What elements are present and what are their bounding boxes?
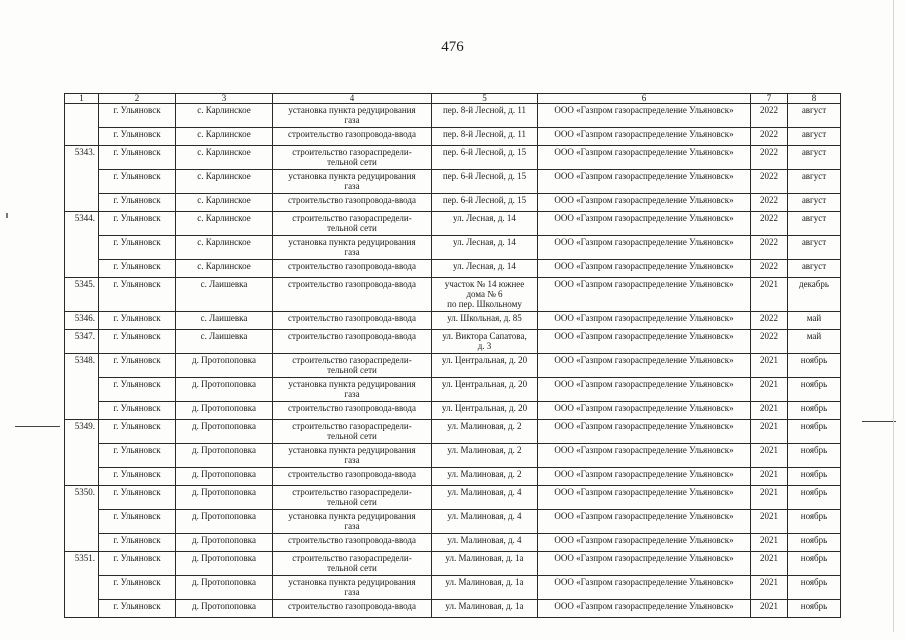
cell-work-type: установка пункта редуцирования газа: [273, 576, 432, 600]
cell-work-type: установка пункта редуцирования газа: [273, 510, 432, 534]
cell-month: август: [788, 194, 841, 212]
cell-city: г. Ульяновск: [99, 236, 176, 260]
cell-address: ул. Лесная, д. 14: [432, 212, 538, 236]
cell-month: ноябрь: [788, 600, 841, 618]
cell-operator: ООО «Газпром газораспределение Ульяновск»: [538, 236, 751, 260]
table-row: [65, 444, 841, 468]
cell-locality: д. Протопоповка: [176, 534, 273, 552]
cell-item-number: 5347.: [65, 330, 99, 354]
cell-city: г. Ульяновск: [99, 468, 176, 486]
cell-locality: д. Протопоповка: [176, 576, 273, 600]
cell-work-type: строительство газораспредели- тельной сети: [273, 420, 432, 444]
table-row: [65, 260, 841, 278]
cell-locality: д. Протопоповка: [176, 486, 273, 510]
cell-operator: ООО «Газпром газораспределение Ульяновск»: [538, 354, 751, 378]
cell-operator: ООО «Газпром газораспределение Ульяновск»: [538, 576, 751, 600]
cell-operator: ООО «Газпром газораспределение Ульяновск»: [538, 104, 751, 128]
cell-month: ноябрь: [788, 444, 841, 468]
cell-locality: д. Протопоповка: [176, 510, 273, 534]
column-header-1: 1: [65, 94, 99, 104]
table-row: [65, 486, 841, 510]
cell-city: г. Ульяновск: [99, 312, 176, 330]
column-header-6: 6: [538, 94, 751, 104]
cell-year: 2021: [751, 402, 788, 420]
cell-year: 2022: [751, 128, 788, 146]
cell-month: август: [788, 260, 841, 278]
cell-address: ул. Малиновая, д. 2: [432, 468, 538, 486]
column-header-4: 4: [273, 94, 432, 104]
cell-month: август: [788, 170, 841, 194]
cell-year: 2022: [751, 170, 788, 194]
cell-month: ноябрь: [788, 378, 841, 402]
cell-year: 2021: [751, 534, 788, 552]
cell-city: г. Ульяновск: [99, 576, 176, 600]
cell-item-number: 5348.: [65, 354, 99, 420]
table-row: [65, 312, 841, 330]
table-row: [65, 278, 841, 312]
cell-year: 2021: [751, 354, 788, 378]
cell-year: 2021: [751, 552, 788, 576]
cell-work-type: строительство газопровода-ввода: [273, 278, 432, 312]
cell-address: пер. 8-й Лесной, д. 11: [432, 128, 538, 146]
cell-operator: ООО «Газпром газораспределение Ульяновск»: [538, 402, 751, 420]
cell-year: 2021: [751, 576, 788, 600]
schedule-table: [64, 93, 841, 618]
column-header-2: 2: [99, 94, 176, 104]
cell-operator: ООО «Газпром газораспределение Ульяновск»: [538, 260, 751, 278]
cell-city: г. Ульяновск: [99, 402, 176, 420]
cell-address: ул. Малиновая, д. 2: [432, 420, 538, 444]
cell-year: 2022: [751, 194, 788, 212]
table-header: [65, 94, 841, 104]
cell-year: 2021: [751, 444, 788, 468]
cell-address: ул. Малиновая, д. 2: [432, 444, 538, 468]
cell-operator: ООО «Газпром газораспределение Ульяновск»: [538, 510, 751, 534]
cell-item-number: 5351.: [65, 552, 99, 618]
cell-operator: ООО «Газпром газораспределение Ульяновск»: [538, 378, 751, 402]
table-row: [65, 420, 841, 444]
cell-month: август: [788, 128, 841, 146]
cell-locality: д. Протопоповка: [176, 468, 273, 486]
cell-work-type: строительство газопровода-ввода: [273, 312, 432, 330]
cell-locality: д. Протопоповка: [176, 552, 273, 576]
table-row: [65, 236, 841, 260]
page-number: 476: [441, 39, 464, 55]
cell-operator: ООО «Газпром газораспределение Ульяновск»: [538, 146, 751, 170]
cell-work-type: строительство газораспредели- тельной сети: [273, 552, 432, 576]
column-header-8: 8: [788, 94, 841, 104]
cell-address: ул. Малиновая, д. 4: [432, 486, 538, 510]
cell-year: 2021: [751, 420, 788, 444]
cell-city: г. Ульяновск: [99, 552, 176, 576]
table-row: [65, 104, 841, 128]
cell-month: май: [788, 312, 841, 330]
scan-edge-line: [893, 0, 894, 632]
cell-locality: с. Лаишевка: [176, 330, 273, 354]
cell-address: пер. 6-й Лесной, д. 15: [432, 146, 538, 170]
cell-address: ул. Центральная, д. 20: [432, 354, 538, 378]
cell-item-number: 5343.: [65, 146, 99, 212]
cell-operator: ООО «Газпром газораспределение Ульяновск»: [538, 194, 751, 212]
cell-item-number: 5344.: [65, 212, 99, 278]
cell-city: г. Ульяновск: [99, 128, 176, 146]
cell-year: 2022: [751, 236, 788, 260]
table-row: [65, 194, 841, 212]
cell-item-number: 5346.: [65, 312, 99, 330]
cell-work-type: строительство газопровода-ввода: [273, 194, 432, 212]
cell-item-number: [65, 104, 99, 146]
cell-address: пер. 8-й Лесной, д. 11: [432, 104, 538, 128]
cell-item-number: 5345.: [65, 278, 99, 312]
cell-month: ноябрь: [788, 552, 841, 576]
cell-month: ноябрь: [788, 402, 841, 420]
table-row: [65, 552, 841, 576]
cell-address: ул. Малиновая, д. 1а: [432, 600, 538, 618]
cell-month: ноябрь: [788, 510, 841, 534]
cell-work-type: строительство газопровода-ввода: [273, 402, 432, 420]
cell-locality: с. Карлинское: [176, 194, 273, 212]
cell-year: 2022: [751, 104, 788, 128]
cell-city: г. Ульяновск: [99, 278, 176, 312]
cell-city: г. Ульяновск: [99, 354, 176, 378]
cell-month: ноябрь: [788, 486, 841, 510]
cell-operator: ООО «Газпром газораспределение Ульяновск»: [538, 444, 751, 468]
cell-month: август: [788, 104, 841, 128]
cell-year: 2022: [751, 146, 788, 170]
cell-year: 2021: [751, 278, 788, 312]
column-header-5: 5: [432, 94, 538, 104]
cell-city: г. Ульяновск: [99, 420, 176, 444]
table-row: [65, 378, 841, 402]
cell-locality: с. Лаишевка: [176, 278, 273, 312]
cell-city: г. Ульяновск: [99, 104, 176, 128]
cell-address: ул. Малиновая, д. 4: [432, 534, 538, 552]
cell-work-type: строительство газопровода-ввода: [273, 128, 432, 146]
table-row: [65, 170, 841, 194]
cell-month: август: [788, 212, 841, 236]
cell-city: г. Ульяновск: [99, 510, 176, 534]
cell-year: 2021: [751, 378, 788, 402]
cell-work-type: строительство газораспредели- тельной сети: [273, 486, 432, 510]
cell-operator: ООО «Газпром газораспределение Ульяновск»: [538, 330, 751, 354]
cell-work-type: установка пункта редуцирования газа: [273, 170, 432, 194]
cell-operator: ООО «Газпром газораспределение Ульяновск»: [538, 128, 751, 146]
cell-work-type: строительство газопровода-ввода: [273, 260, 432, 278]
cell-year: 2022: [751, 312, 788, 330]
cell-address: участок № 14 южнее дома № 6 по пер. Школьному: [432, 278, 538, 312]
cell-locality: с. Карлинское: [176, 260, 273, 278]
cell-city: г. Ульяновск: [99, 486, 176, 510]
cell-work-type: строительство газораспредели- тельной сети: [273, 354, 432, 378]
cell-operator: ООО «Газпром газораспределение Ульяновск»: [538, 170, 751, 194]
cell-locality: д. Протопоповка: [176, 420, 273, 444]
cell-month: август: [788, 146, 841, 170]
cell-month: август: [788, 236, 841, 260]
cell-year: 2022: [751, 212, 788, 236]
cell-operator: ООО «Газпром газораспределение Ульяновск»: [538, 420, 751, 444]
cell-operator: ООО «Газпром газораспределение Ульяновск»: [538, 468, 751, 486]
cell-address: ул. Малиновая, д. 1а: [432, 552, 538, 576]
table-row: [65, 576, 841, 600]
cell-month: ноябрь: [788, 576, 841, 600]
cell-locality: д. Протопоповка: [176, 354, 273, 378]
cell-locality: д. Протопоповка: [176, 600, 273, 618]
cell-city: г. Ульяновск: [99, 212, 176, 236]
cell-address: пер. 6-й Лесной, д. 15: [432, 170, 538, 194]
cell-work-type: установка пункта редуцирования газа: [273, 104, 432, 128]
table-row: [65, 534, 841, 552]
cell-address: ул. Виктора Сапатова, д. 3: [432, 330, 538, 354]
cell-locality: с. Карлинское: [176, 236, 273, 260]
cell-address: ул. Лесная, д. 14: [432, 260, 538, 278]
cell-year: 2021: [751, 468, 788, 486]
cell-work-type: установка пункта редуцирования газа: [273, 378, 432, 402]
cell-city: г. Ульяновск: [99, 260, 176, 278]
cell-operator: ООО «Газпром газораспределение Ульяновск»: [538, 486, 751, 510]
cell-locality: д. Протопоповка: [176, 402, 273, 420]
scan-mark-tick: [6, 213, 8, 218]
table-row: [65, 128, 841, 146]
cell-work-type: строительство газораспредели- тельной сети: [273, 146, 432, 170]
cell-address: ул. Центральная, д. 20: [432, 378, 538, 402]
cell-month: декабрь: [788, 278, 841, 312]
cell-locality: с. Карлинское: [176, 104, 273, 128]
cell-operator: ООО «Газпром газораспределение Ульяновск»: [538, 600, 751, 618]
cell-item-number: 5350.: [65, 486, 99, 552]
cell-locality: с. Карлинское: [176, 128, 273, 146]
table-row: [65, 354, 841, 378]
cell-operator: ООО «Газпром газораспределение Ульяновск»: [538, 212, 751, 236]
cell-address: ул. Школьная, д. 85: [432, 312, 538, 330]
cell-locality: с. Карлинское: [176, 170, 273, 194]
cell-month: ноябрь: [788, 534, 841, 552]
cell-work-type: установка пункта редуцирования газа: [273, 236, 432, 260]
table-row: [65, 146, 841, 170]
cell-city: г. Ульяновск: [99, 534, 176, 552]
column-header-3: 3: [176, 94, 273, 104]
cell-year: 2021: [751, 510, 788, 534]
cell-work-type: строительство газопровода-ввода: [273, 534, 432, 552]
cell-work-type: строительство газораспредели- тельной сети: [273, 212, 432, 236]
cell-operator: ООО «Газпром газораспределение Ульяновск»: [538, 278, 751, 312]
cell-city: г. Ульяновск: [99, 146, 176, 170]
cell-address: пер. 6-й Лесной, д. 15: [432, 194, 538, 212]
cell-month: май: [788, 330, 841, 354]
cell-year: 2022: [751, 330, 788, 354]
cell-work-type: установка пункта редуцирования газа: [273, 444, 432, 468]
cell-year: 2022: [751, 260, 788, 278]
cell-operator: ООО «Газпром газораспределение Ульяновск»: [538, 312, 751, 330]
cell-locality: д. Протопоповка: [176, 444, 273, 468]
cell-locality: д. Протопоповка: [176, 378, 273, 402]
cell-item-number: 5349.: [65, 420, 99, 486]
cell-work-type: строительство газопровода-ввода: [273, 330, 432, 354]
cell-city: г. Ульяновск: [99, 444, 176, 468]
cell-city: г. Ульяновск: [99, 170, 176, 194]
table-row: [65, 468, 841, 486]
column-header-7: 7: [751, 94, 788, 104]
table-row: [65, 600, 841, 618]
table-row: [65, 510, 841, 534]
cell-month: ноябрь: [788, 420, 841, 444]
cell-address: ул. Центральная, д. 20: [432, 402, 538, 420]
cell-work-type: строительство газопровода-ввода: [273, 600, 432, 618]
cell-month: ноябрь: [788, 468, 841, 486]
cell-city: г. Ульяновск: [99, 378, 176, 402]
cell-locality: с. Карлинское: [176, 212, 273, 236]
cell-locality: с. Лаишевка: [176, 312, 273, 330]
table-body: [65, 104, 841, 618]
cell-work-type: строительство газопровода-ввода: [273, 468, 432, 486]
cell-address: ул. Лесная, д. 14: [432, 236, 538, 260]
cell-city: г. Ульяновск: [99, 330, 176, 354]
scan-mark-right-line: [862, 421, 896, 422]
cell-city: г. Ульяновск: [99, 194, 176, 212]
cell-operator: ООО «Газпром газораспределение Ульяновск»: [538, 534, 751, 552]
cell-address: ул. Малиновая, д. 1а: [432, 576, 538, 600]
cell-operator: ООО «Газпром газораспределение Ульяновск»: [538, 552, 751, 576]
table-row: [65, 402, 841, 420]
cell-year: 2021: [751, 486, 788, 510]
cell-city: г. Ульяновск: [99, 600, 176, 618]
header-row: [65, 94, 841, 104]
cell-address: ул. Малиновая, д. 4: [432, 510, 538, 534]
table-row: [65, 330, 841, 354]
cell-year: 2021: [751, 600, 788, 618]
table-row: [65, 212, 841, 236]
cell-month: ноябрь: [788, 354, 841, 378]
cell-locality: с. Карлинское: [176, 146, 273, 170]
scan-mark-left-line: [15, 426, 60, 427]
